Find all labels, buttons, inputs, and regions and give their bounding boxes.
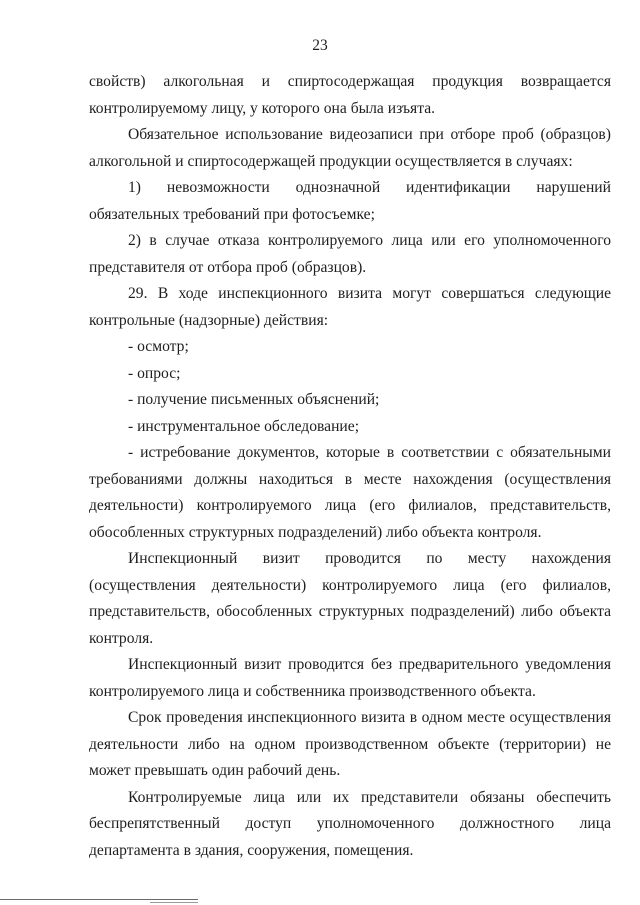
paragraph-case-1: 1) невозможности однозначной идентификации нарушений обязательных требований при фотосъемке; <box>89 179 611 223</box>
paragraph-access-obligation: Контролируемые лица или их представители обязаны обеспечить беспрепятственный доступ уполномоченного должностного лица департамента в здания, сооружения, помещения. <box>89 788 611 859</box>
paragraph-case-2: 2) в случае отказа контролируемого лица или его уполномоченного представителя от отбора проб (образцов). <box>89 232 611 276</box>
footer-rule-secondary <box>150 902 198 903</box>
paragraph-visit-location: Инспекционный визит проводится по месту нахождения (осуществления деятельности) контролируемого лица (его филиалов, представительств, обособленных структурных подразделений) либо объекта контроля. <box>89 550 611 647</box>
list-item-instrumental-examination: - инструментальное обследование; <box>128 417 360 435</box>
list-item-survey: - опрос; <box>128 364 181 382</box>
paragraph-video-recording: Обязательное использование видеозаписи при отборе проб (образцов) алкогольной и спиртосодержащей продукции осуществляется в случаях: <box>89 126 611 170</box>
list-item-document-request: - истребование документов, которые в соответствии с обязательными требованиями должны находиться в месте нахождения (осуществления деятельности) контролируемого лица (его филиалов, представительств, обособленных структурных подразделений) либо объекта контроля. <box>89 444 611 541</box>
paragraph-no-notice: Инспекционный визит проводится без предварительного уведомления контролируемого лица и собственника производственного объекта. <box>89 656 611 700</box>
paragraph-continuation: свойств) алкогольная и спиртосодержащая продукция возвращается контролируемому лицу, у которого она была изъята. <box>89 73 611 117</box>
list-item-inspection: - осмотр; <box>128 338 189 355</box>
paragraph-clause-29: 29. В ходе инспекционного визита могут совершаться следующие контрольные (надзорные) действия: <box>89 285 611 329</box>
list-item-written-explanations: - получение письменных объяснений; <box>128 391 380 408</box>
paragraph-duration: Срок проведения инспекционного визита в одном месте осуществления деятельности либо на одном производственном объекте (территории) не может превышать один рабочий день. <box>89 709 611 779</box>
document-body <box>89 69 611 864</box>
footer-rule <box>0 899 198 900</box>
page-number: 23 <box>312 37 328 54</box>
